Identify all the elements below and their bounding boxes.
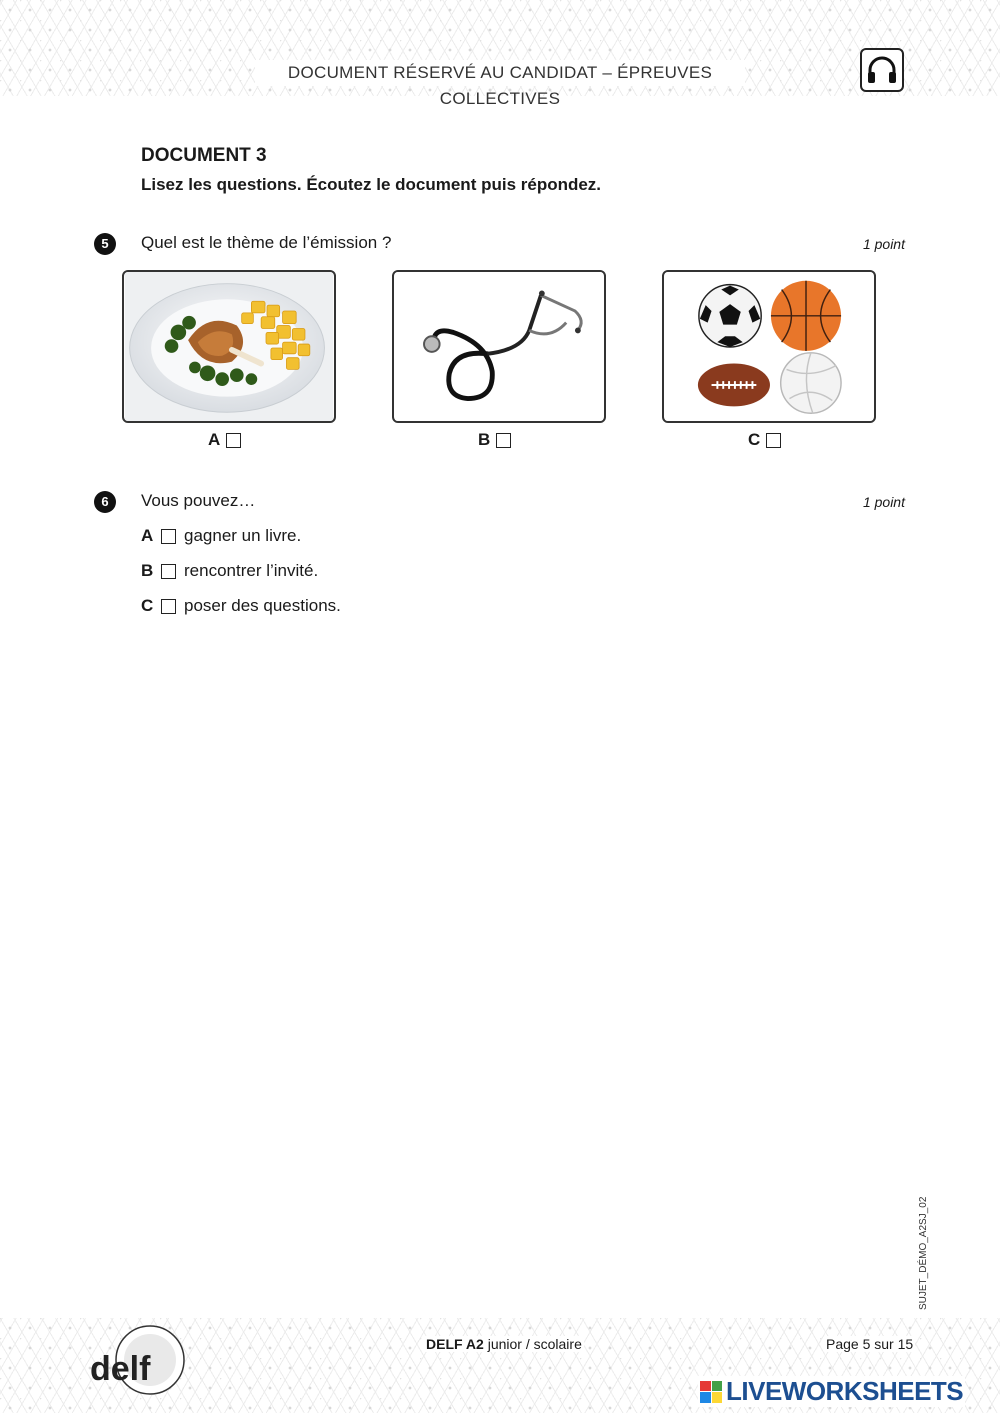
answer-a[interactable] [208, 430, 241, 450]
checkbox[interactable] [766, 433, 781, 448]
option-letter: C [748, 430, 761, 449]
answer-c[interactable] [748, 430, 781, 450]
watermark-text: LIVEWORKSHEETS [726, 1376, 964, 1406]
checkbox[interactable] [161, 529, 176, 544]
footer-exam [424, 1336, 584, 1352]
answer-a[interactable] [141, 526, 301, 546]
document-instruction: Lisez les questions. Écoutez le document puis répondez. [141, 175, 602, 194]
option-letter: B [141, 561, 154, 580]
checkbox[interactable] [496, 433, 511, 448]
question-text: Vous pouvez… [141, 491, 256, 510]
food-plate-image [122, 270, 336, 423]
headphones-icon [860, 48, 904, 92]
checkbox[interactable] [161, 599, 176, 614]
answer-b[interactable] [478, 430, 511, 450]
question-points: 1 point [862, 494, 905, 510]
question-number: 6 [94, 491, 116, 513]
document-title: DOCUMENT 3 [141, 145, 267, 166]
logo-text: delf [90, 1350, 151, 1388]
option-letter: A [141, 526, 154, 545]
answer-c[interactable] [141, 596, 341, 616]
question-points: 1 point [862, 236, 905, 252]
delf-logo [88, 1322, 188, 1402]
question-text: Quel est le thème de l’émission ? [141, 233, 392, 252]
option-letter: B [478, 430, 491, 449]
header-title: DOCUMENT RÉSERVÉ AU CANDIDAT – ÉPREUVES COLLECTIVES [255, 60, 745, 86]
liveworksheets-watermark [698, 1376, 965, 1407]
question-number: 5 [94, 233, 116, 255]
footer-exam-level: DELF A2 [426, 1336, 484, 1352]
option-text: rencontrer l’invité. [184, 561, 319, 580]
footer-exam-type: junior / scolaire [487, 1336, 582, 1352]
stethoscope-image [392, 270, 606, 423]
sports-balls-image [662, 270, 876, 423]
option-letter: C [141, 596, 154, 615]
option-letter: A [208, 430, 221, 449]
checkbox[interactable] [161, 564, 176, 579]
page-number: Page 5 sur 15 [826, 1336, 914, 1352]
option-text: poser des questions. [184, 596, 341, 615]
checkbox[interactable] [226, 433, 241, 448]
option-text: gagner un livre. [184, 526, 302, 545]
answer-b[interactable] [141, 561, 318, 581]
document-code: SUJET_DÉMO_A2SJ_02 [918, 1196, 929, 1310]
liveworksheets-icon [700, 1381, 722, 1403]
